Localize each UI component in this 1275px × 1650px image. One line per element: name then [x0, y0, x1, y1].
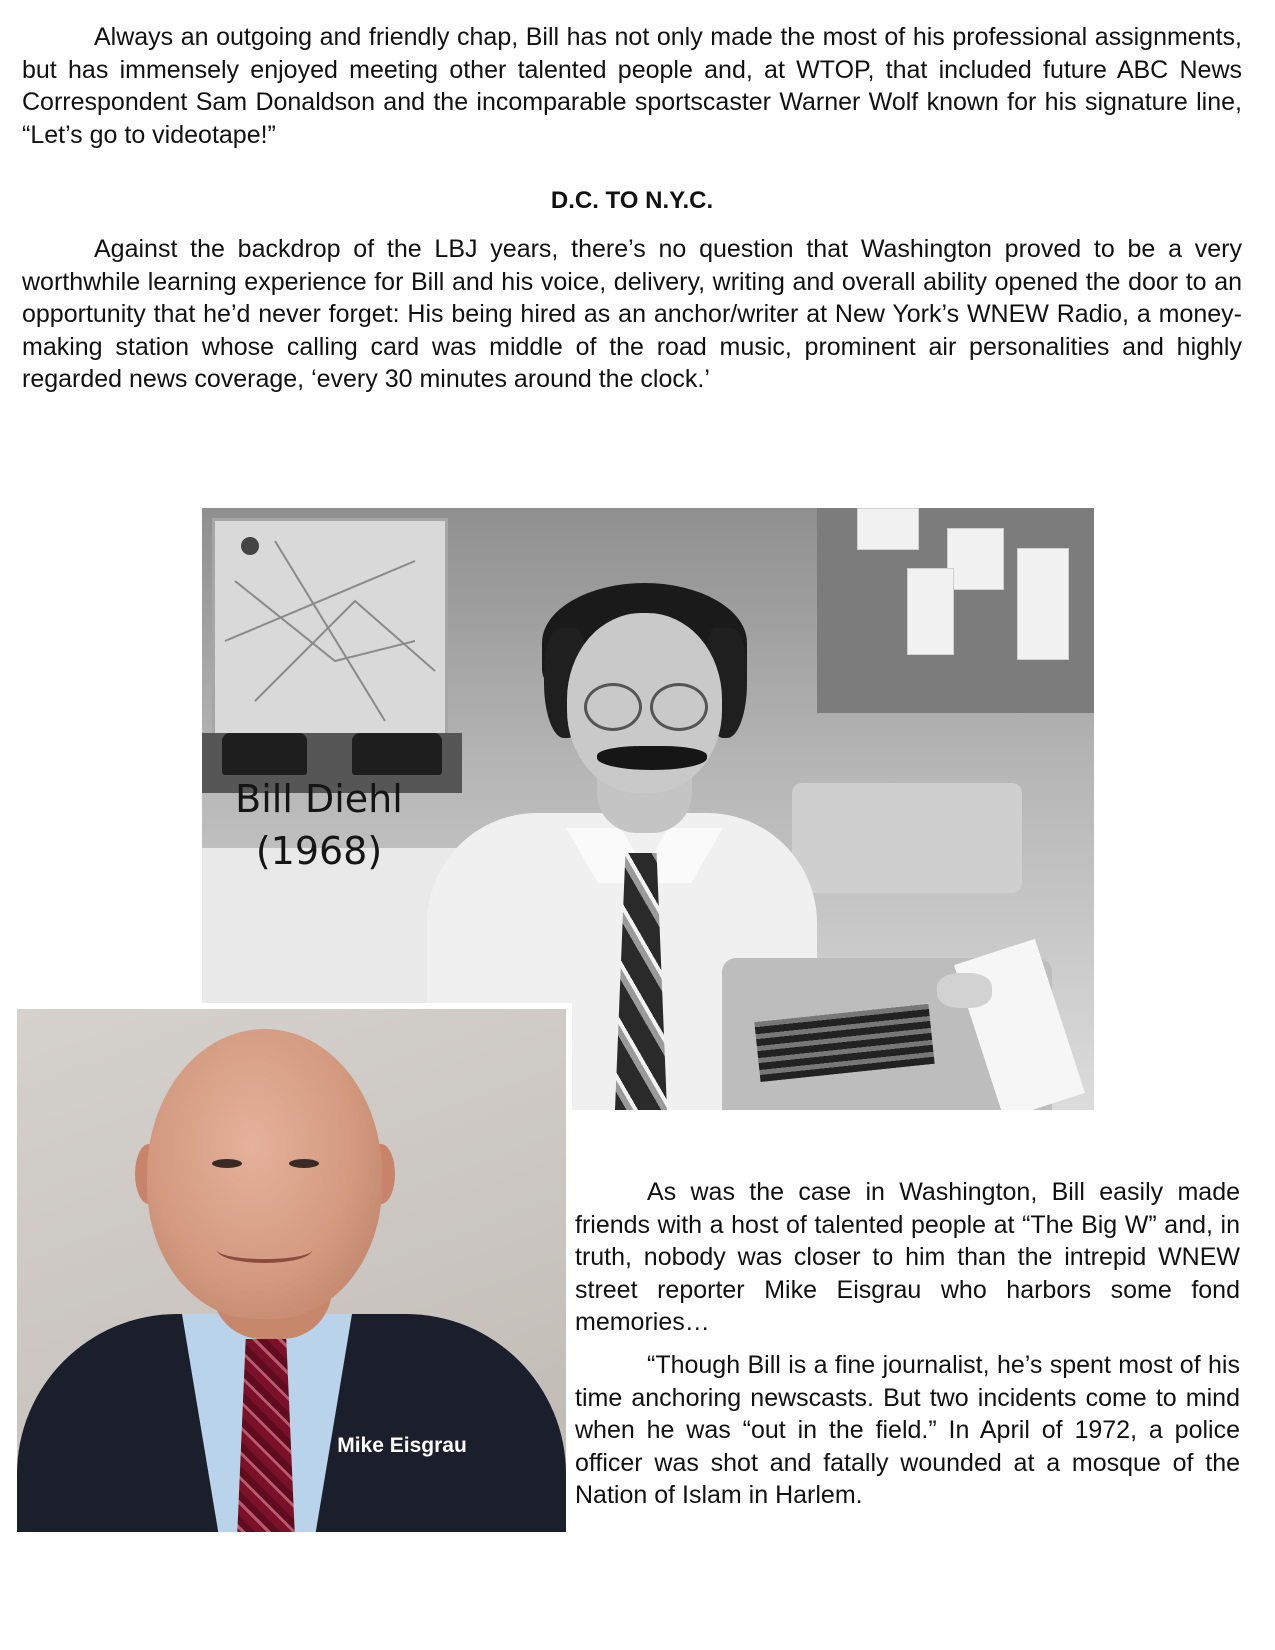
face — [147, 1029, 382, 1319]
mustache — [597, 746, 707, 770]
telephone — [352, 733, 442, 775]
mike-photo-caption: Mike Eisgrau — [337, 1434, 467, 1457]
bulletin-board — [817, 508, 1094, 713]
board-note — [907, 568, 954, 655]
board-note — [857, 508, 919, 550]
mike-eisgrau-photo — [17, 1003, 572, 1532]
quote-paragraph: “Though Bill is a fine journalist, he’s spent most of his time anchoring newscasts. But two incidents come to mind when he was “out in the field.” In April of 1972, a police officer was shot and fatally wounded at a mosque of the Nation of Islam in Harlem. — [575, 1351, 1240, 1509]
big-w-paragraph: As was the case in Washington, Bill easily made friends with a host of talented people at “The Big W” and, in truth, nobody was closer to him than the intrepid WNEW street reporter Mike Eisgrau who harbors some fond memories… — [575, 1178, 1240, 1336]
section-heading: D.C. TO N.Y.C. — [550, 187, 714, 214]
typewriter-back — [792, 783, 1022, 893]
bill-photo-caption — [219, 773, 419, 877]
intro-paragraph: Always an outgoing and friendly chap, Bill has not only made the most of his professional assignments, but has immensely enjoyed meeting other talented people and, at WTOP, that included future ABC News Correspondent Sam Donaldson and the incomparable sportscaster Warner Wolf known for his signature line, “Let’s go to videotape!” — [22, 23, 1242, 149]
lbj-paragraph: Against the backdrop of the LBJ years, there’s no question that Washington proved to be a very worthwhile learning experience for Bill and his voice, delivery, writing and overall ability opened the door to an opportunity that he’d never forget: His being hired as an anchor/writer at New York’s WNEW Radio, a money-making station whose calling card was middle of the road music, prominent air personalities and highly regarded news coverage, ‘every 30 minutes around the clock.’ — [22, 235, 1242, 393]
board-note — [947, 528, 1004, 590]
caption-year: (1968) — [255, 829, 383, 873]
eye — [212, 1159, 242, 1168]
map-lines — [215, 521, 445, 736]
eye — [289, 1159, 319, 1168]
telephone — [222, 733, 307, 775]
board-note — [1017, 548, 1069, 660]
glasses-lens — [584, 683, 642, 731]
glasses-lens — [650, 683, 708, 731]
caption-name: Bill Diehl — [235, 777, 403, 821]
wall-map — [212, 518, 448, 739]
hand — [937, 973, 992, 1008]
smile — [217, 1237, 312, 1263]
